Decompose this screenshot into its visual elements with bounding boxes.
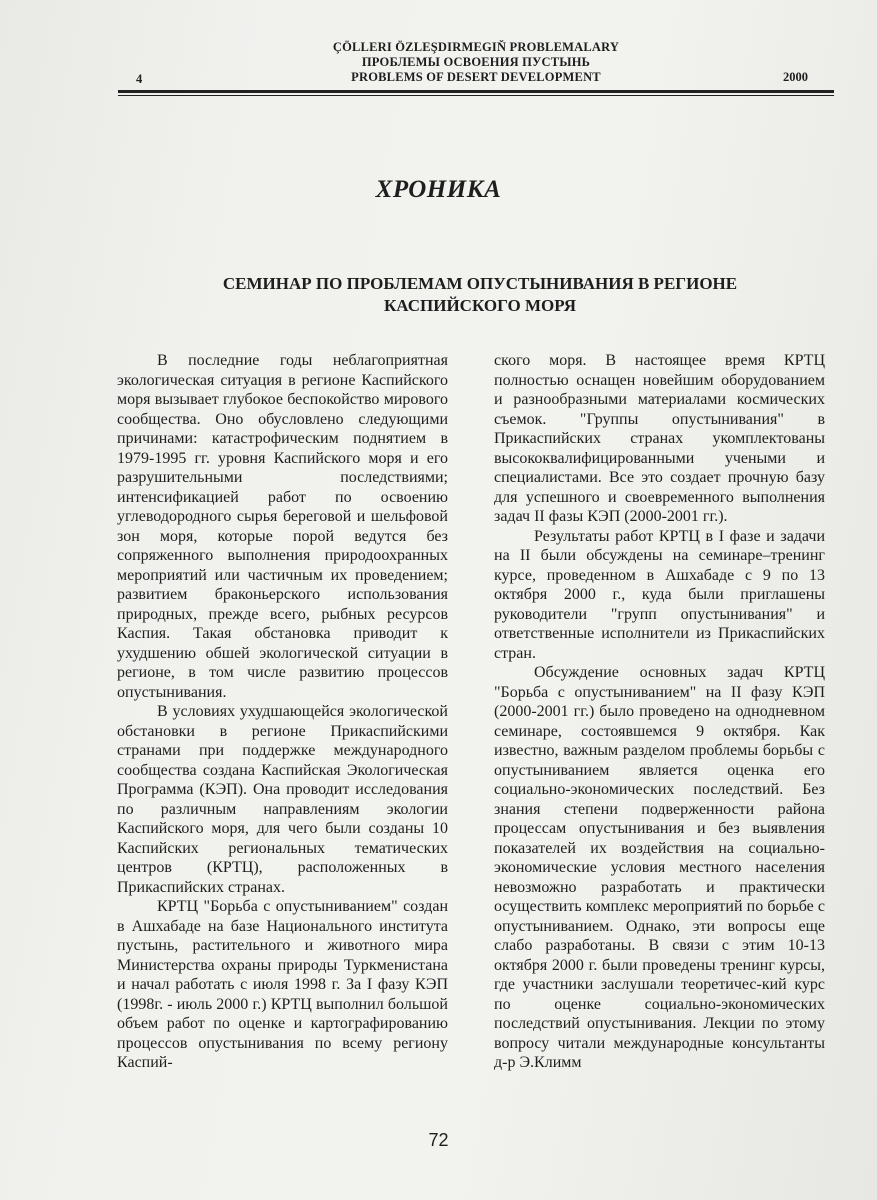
- journal-title-russian: ПРОБЛЕМЫ ОСВОЕНИЯ ПУСТЫНЬ: [361, 55, 591, 69]
- section-title: ХРОНИКА: [375, 176, 502, 203]
- right-column: [494, 351, 825, 1073]
- paragraph: В условиях ухудшающейся экологической обстановки в регионе Прикаспийскими странами при поддержке международного сообщества создана Каспийская Экологическая Программа (КЭП). Она проводит исследования по различным направлениям экологии Каспийского моря, для чего были созданы 10 Каспийских региональных тематических центров (КРТЦ), расположенных в Прикаспийских странах.: [117, 703, 448, 896]
- journal-titles: [118, 40, 834, 85]
- paragraph-continued: ского моря. В настоящее время КРТЦ полностью оснащен новейшим оборудованием и разнообразными материалами космических съемок. "Группы опустынивания" в Прикаспийских странах укомплектованы высококвалифицированными учеными и специалистами. Все это создает прочную базу для успешного и своевременного выполнения задач II фазы КЭП (2000-2001 гг.).: [494, 352, 825, 525]
- issue-year: 2000: [783, 70, 808, 84]
- journal-title-english: PROBLEMS OF DESERT DEVELOPMENT: [351, 70, 601, 84]
- left-column: [117, 351, 448, 1073]
- journal-title-turkmen: ÇÖLLERI ÖZLEŞDIRMEGIŇ PROBLEMALARY: [332, 40, 620, 54]
- article-title: СЕМИНАР ПО ПРОБЛЕМАМ ОПУСТЫНИВАНИЯ В РЕГИОНЕ КАСПИЙСКОГО МОРЯ: [222, 274, 738, 315]
- paragraph: КРТЦ "Борьба с опустыниванием" создан в Ашхабаде на базе Национального института пустынь, растительного и животного мира Министерства охраны природы Туркменистана и начал работать с июля 1998 г. За I фазу КЭП (1998г. - июль 2000 г.) КРТЦ выполнил большой объем работ по оценке и картографированию процессов опустынивания по всему региону Каспий-: [117, 898, 448, 1071]
- paragraph: Обсуждение основных задач КРТЦ "Борьба с опустыниванием" на II фазу КЭП (2000-2001 гг.) было проведено на однодневном семинаре, состоявшемся 9 октября. Как известно, важным разделом проблемы борьбы с опустыниванием является оценка его социально-экономических последствий. Без знания степени подверженности района процессам опустынивания и без выявления показателей их воздействия на социально-экономические условия местного населения невозможно разработать и практически осуществить комплекс мероприятий по борьбе с опустыниванием. Однако, эти вопросы еще слабо разработаны. В связи с этим 10-13 октября 2000 г. были проведены тренинг курсы, где участники заслушали теоретичес-кий курс по оценке социально-экономических последствий опустынивания. Лекции по этому вопросу читали международные консультанты д-р Э.Климм: [494, 664, 825, 1071]
- paragraph: В последние годы неблагоприятная экологическая ситуация в регионе Каспийского моря вызывает глубокое беспокойство мирового сообщества. Оно обусловлено следующими причинами: катастрофическим поднятием в 1979-1995 гг. уровня Каспийского моря и его разрушительными последствиями; интенсификацией работ по освоению углеводородного сырья береговой и шельфовой зон моря, которые порой ведутся без сопряженного выполнения природоохранных мероприятий или частичным их проведением; развитием браконьерского использования природных, прежде всего, рыбных ресурсов Каспия. Такая обстановка приводит к ухудшению обшей экологической ситуации в регионе, в том числе развитию процессов опустынивания.: [117, 352, 448, 701]
- page-number: 72: [428, 1130, 449, 1150]
- header-rule-thick: [118, 90, 834, 93]
- header-rule-thin: [118, 95, 834, 96]
- paragraph: Результаты работ КРТЦ в I фазе и задачи на II были обсуждены на семинаре–тренинг курсе, проведенном в Ашхабаде с 9 по 13 октября 2000 г., куда были приглашены руководители "групп опустынивания" и ответственные исполнители из Прикаспийских стран.: [494, 527, 825, 662]
- issue-number: 4: [136, 72, 143, 86]
